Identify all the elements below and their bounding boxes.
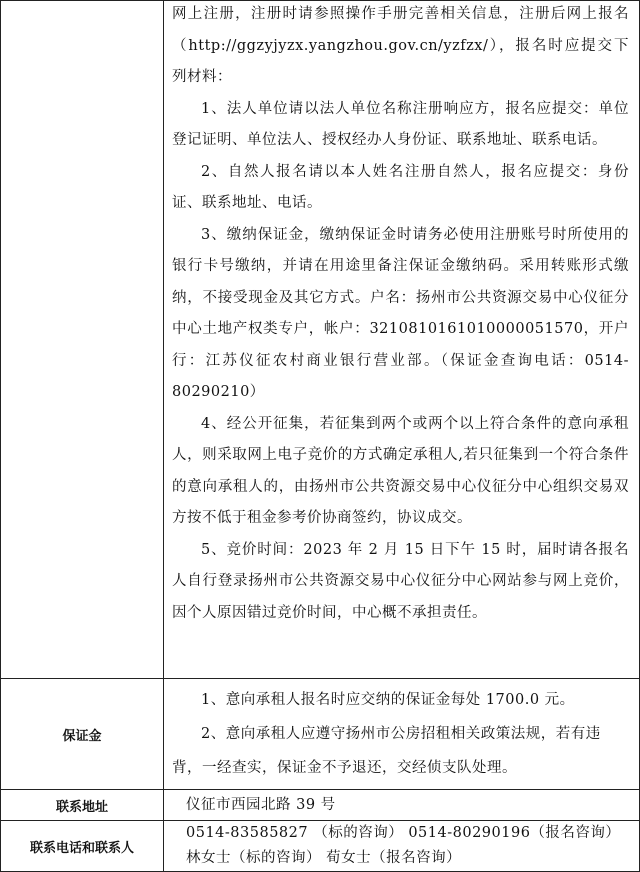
deposit-content-cell: [164, 679, 640, 790]
address-content-cell: [164, 790, 640, 821]
deposit-line-1: 1、意向承租人报名时应交纳的保证金每处 1700.0 元。: [201, 692, 575, 708]
contact-content-cell: [164, 821, 640, 872]
deposit-label: 保证金: [1, 679, 164, 790]
contact-value: 0514-83585827 （标的咨询） 0514-80290196（报名咨询） 林女士（标的咨询） 荀女士（报名咨询）: [186, 825, 621, 866]
address-label: 联系地址: [1, 790, 164, 821]
deposit-line-2: 2、意向承租人应遵守扬州市公房招租相关政策法规，若有违背，一经查实，保证金不予退还，交经侦支队处理。: [172, 726, 601, 776]
registration-content-cell: [164, 1, 640, 679]
requirement-item-4: 4、经公开征集，若征集到两个或两个以上符合条件的意向承租人，则采取网上电子竞价的方式确定承租人,若只征集到一个符合条件的意向承租人的，由扬州市公共资源交易中心仪征分中心组织交易双方按不低于租金参考价协商签约，协议成交。: [172, 415, 629, 526]
address-row: [1, 790, 640, 821]
requirement-item-5: 5、竞价时间：2023 年 2 月 15 日下午 15 时，届时请各报名人自行登录扬州市公共资源交易中心仪征分中心网站参与网上竞价，因个人原因错过竞价时间，中心概不承担责任。: [172, 541, 629, 621]
registration-row: [1, 1, 640, 679]
requirement-item-1: 1、法人单位请以法人单位名称注册响应方，报名应提交：单位登记证明、单位法人、授权经办人身份证、联系地址、联系电话。: [172, 100, 629, 148]
registration-label-cell: [1, 1, 164, 679]
deposit-row: [1, 679, 640, 790]
contact-row: [1, 821, 640, 872]
requirement-item-3: 3、缴纳保证金，缴纳保证金时请务必使用注册账号时所使用的银行卡号缴纳，并请在用途里备注保证金缴纳码。采用转账形式缴纳，不接受现金及其它方式。户名：扬州市公共资源交易中心仪征分中心土地产权类专户，帐户：3210810161010000051570，开户行：江苏仪征农村商业银行营业部。（保证金查询电话：0514-80290210）: [172, 226, 629, 400]
address-value: 仪征市西园北路 39 号: [186, 797, 336, 813]
contact-label: 联系电话和联系人: [1, 821, 164, 872]
requirement-item-2: 2、自然人报名请以本人姓名注册自然人，报名应提交：身份证、联系地址、电话。: [172, 163, 629, 211]
registration-intro: 网上注册，注册时请参照操作手册完善相关信息，注册后网上报名（http://ggzyjyzx.yangzhou.gov.cn/yzfzx/），报名时应提交下列材料：: [172, 6, 629, 85]
